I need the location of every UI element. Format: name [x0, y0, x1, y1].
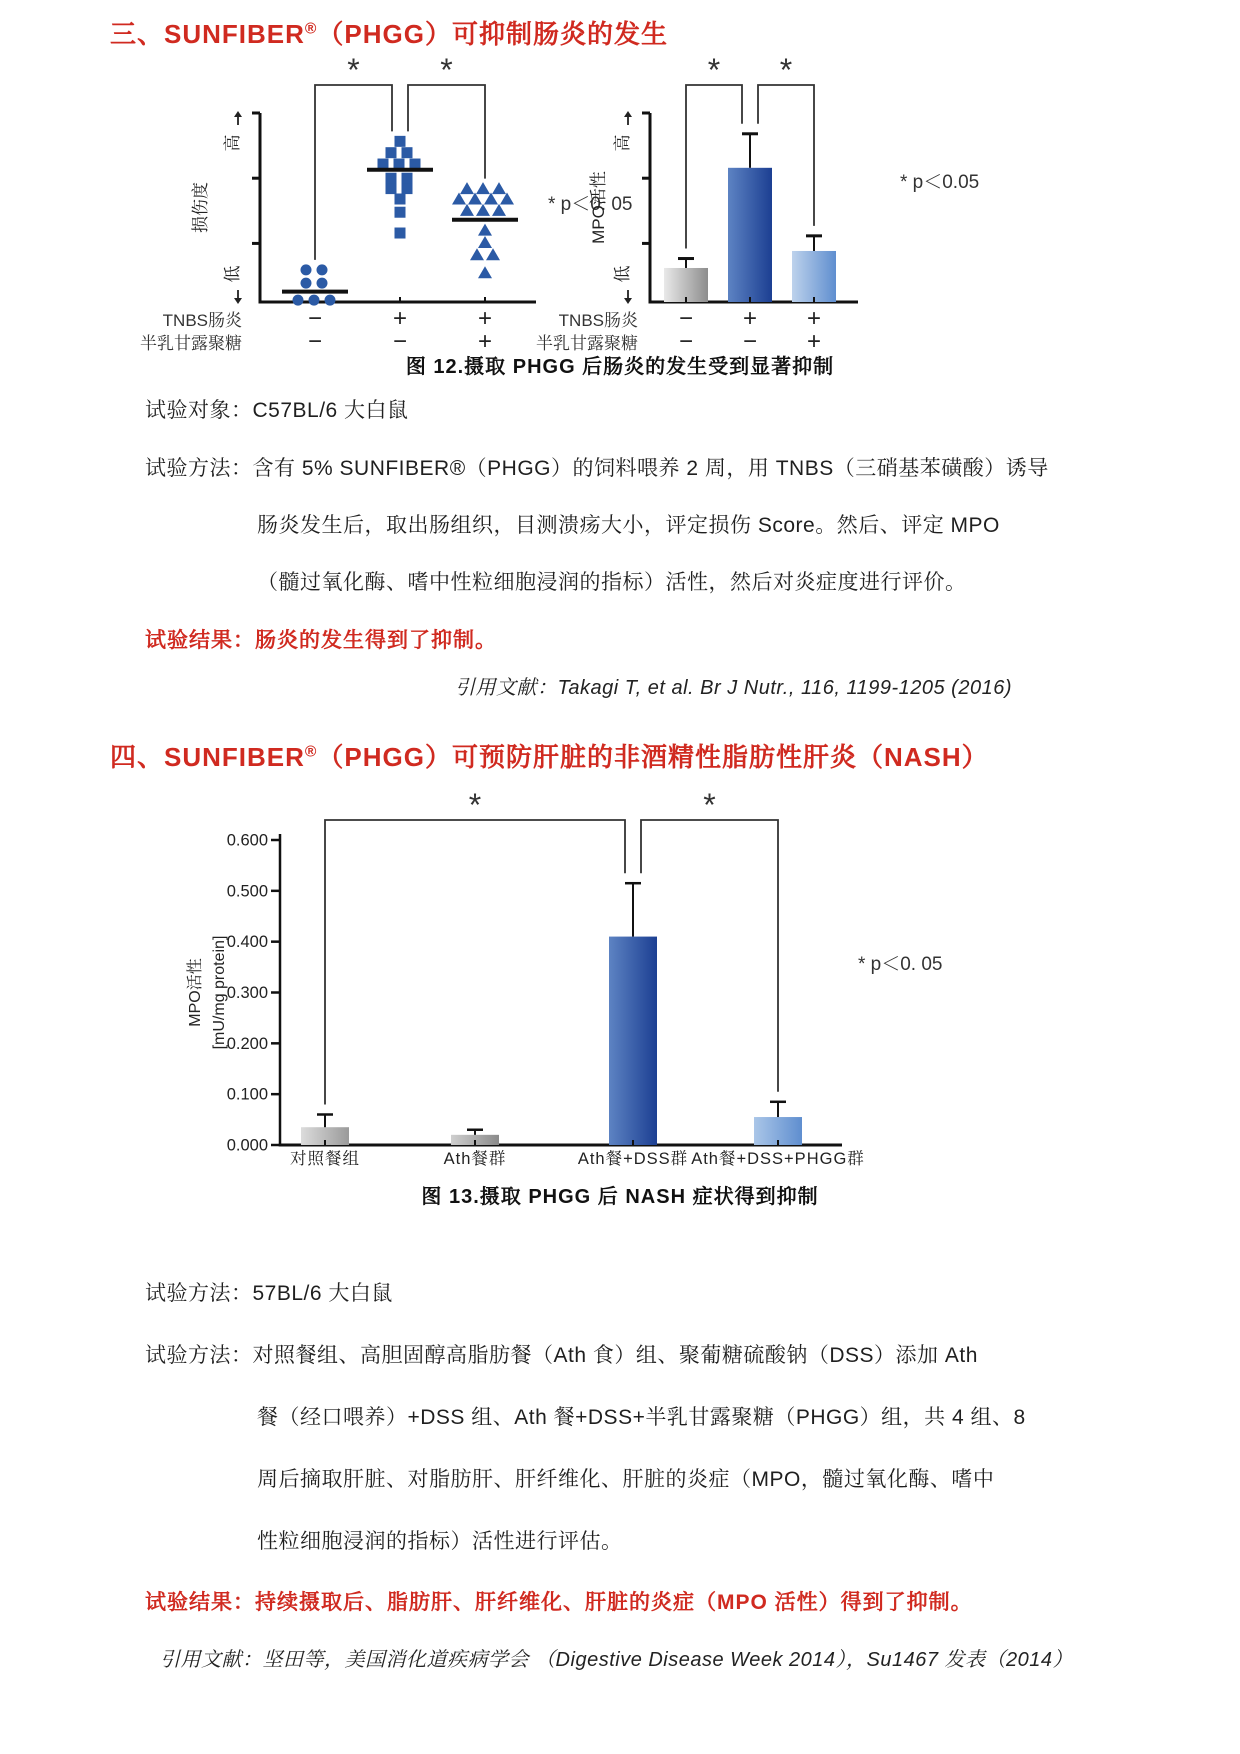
- svg-text:*: *: [703, 787, 716, 823]
- figure12-caption: 图 12.摄取 PHGG 后肠炎的发生受到显著抑制: [405, 356, 835, 378]
- s3-line-method-2: 肠炎发生后，取出肠组织，目测溃疡大小，评定损伤 Score。然后、评定 MPO: [257, 514, 1000, 537]
- svg-text:+: +: [477, 328, 493, 355]
- registered-mark-icon: ®: [304, 20, 318, 38]
- svg-text:−: −: [307, 328, 323, 355]
- svg-text:* p＜0. 05: * p＜0. 05: [858, 954, 943, 975]
- s4-result: 试验结果：持续摄取后、脂肪肝、肝纤维化、肝脏的炎症（MPO 活性）得到了抑制。: [145, 1591, 973, 1614]
- s4-line-method-2: 餐（经口喂养）+DSS 组、Ath 餐+DSS+半乳甘露聚糖（PHGG）组，共 4 组、8: [257, 1406, 1026, 1429]
- s4-line-method-1: 试验方法：对照餐组、高胆固醇高脂肪餐（Ath 食）组、聚葡糖硫酸钠（DSS）添加 Ath: [145, 1344, 978, 1367]
- svg-text:TNBS肠炎: TNBS肠炎: [558, 311, 638, 330]
- svg-text:Ath餐群: Ath餐群: [443, 1150, 507, 1168]
- svg-text:*: *: [347, 52, 360, 88]
- svg-text:0.100: 0.100: [226, 1085, 268, 1104]
- svg-text:−: −: [742, 328, 758, 355]
- section4-title: [110, 737, 989, 774]
- svg-text:*: *: [779, 52, 793, 88]
- figure12-bar-chart: [520, 46, 1040, 368]
- s3-citation: 引用文献：Takagi T, et al. Br J Nutr., 116, 1199-1205 (2016): [454, 677, 1012, 699]
- svg-text:MPO活性: MPO活性: [589, 171, 608, 244]
- svg-text:−: −: [392, 328, 408, 355]
- svg-text:*: *: [707, 52, 721, 88]
- svg-text:低: 低: [223, 265, 242, 283]
- s4-line-method-3: 周后摘取肝脏、对脂肪肝、肝纤维化、肝脏的炎症（MPO，髓过氧化酶、嗜中: [257, 1468, 995, 1491]
- svg-text:损伤度: 损伤度: [191, 182, 210, 233]
- svg-text:−: −: [678, 305, 694, 332]
- svg-text:半乳甘露聚糖: 半乳甘露聚糖: [536, 334, 638, 353]
- svg-text:对照餐组: 对照餐组: [290, 1150, 360, 1168]
- s3-line-subject: 试验对象：C57BL/6 大白鼠: [145, 399, 409, 422]
- s4-citation: 引用文献：坚田等，美国消化道疾病学会 （Digestive Disease Week 2014），Su1467 发表（2014）: [160, 1649, 1073, 1671]
- svg-text:Ath餐+DSS群: Ath餐+DSS群: [577, 1150, 689, 1168]
- svg-text:0.200: 0.200: [226, 1034, 268, 1053]
- svg-text:0.300: 0.300: [226, 984, 268, 1002]
- section4-title-pre: 四、SUNFIBER: [110, 742, 305, 772]
- svg-text:+: +: [806, 305, 822, 332]
- s3-line-method-1: 试验方法：含有 5% SUNFIBER®（PHGG）的饲料喂养 2 周，用 TNBS（三硝基苯磺酸）诱导: [145, 457, 1049, 480]
- svg-text:TNBS肠炎: TNBS肠炎: [162, 311, 242, 330]
- s4-line-subject: 试验方法：57BL/6 大白鼠: [145, 1282, 393, 1305]
- s4-line-method-4: 性粒细胞浸润的指标）活性进行评估。: [257, 1530, 623, 1553]
- svg-text:−: −: [307, 305, 323, 332]
- svg-text:0.400: 0.400: [226, 933, 268, 952]
- s3-line-method-3: （髓过氧化酶、嗜中性粒细胞浸润的指标）活性，然后对炎症度进行评价。: [257, 571, 967, 594]
- svg-text:0.500: 0.500: [226, 882, 268, 901]
- svg-text:高: 高: [613, 134, 632, 152]
- svg-text:半乳甘露聚糖: 半乳甘露聚糖: [140, 334, 242, 353]
- svg-text:MPO活性: MPO活性: [187, 958, 204, 1027]
- svg-text:* p＜0. 05: * p＜0. 05: [548, 194, 633, 215]
- svg-text:*: *: [440, 52, 453, 88]
- svg-text:Ath餐+DSS+PHGG群: Ath餐+DSS+PHGG群: [691, 1150, 865, 1168]
- svg-text:高: 高: [223, 134, 242, 152]
- section4-title-post: （PHGG）可预防肝脏的非酒精性脂肪性肝炎（NASH）: [317, 742, 989, 772]
- svg-text:* p＜0.05: * p＜0.05: [900, 172, 980, 193]
- section3-title-pre: 三、SUNFIBER: [110, 19, 305, 49]
- svg-text:−: −: [678, 328, 694, 355]
- section3-title-post: （PHGG）可抑制肠炎的发生: [317, 19, 668, 49]
- svg-text:+: +: [806, 328, 822, 355]
- svg-text:0.600: 0.600: [226, 831, 268, 850]
- figure13-caption: 图 13.摄取 PHGG 后 NASH 症状得到抑制: [421, 1186, 819, 1208]
- svg-text:*: *: [468, 787, 482, 823]
- svg-text:+: +: [742, 305, 758, 332]
- svg-text:+: +: [392, 305, 408, 332]
- figure13-bar-chart: [150, 787, 1050, 1190]
- registered-mark-icon: ®: [304, 743, 318, 761]
- svg-text:[mU/mg protein]: [mU/mg protein]: [211, 935, 228, 1050]
- svg-text:0.000: 0.000: [226, 1136, 268, 1155]
- svg-text:低: 低: [613, 265, 632, 283]
- svg-text:+: +: [477, 305, 493, 332]
- s3-result: 试验结果：肠炎的发生得到了抑制。: [145, 629, 497, 652]
